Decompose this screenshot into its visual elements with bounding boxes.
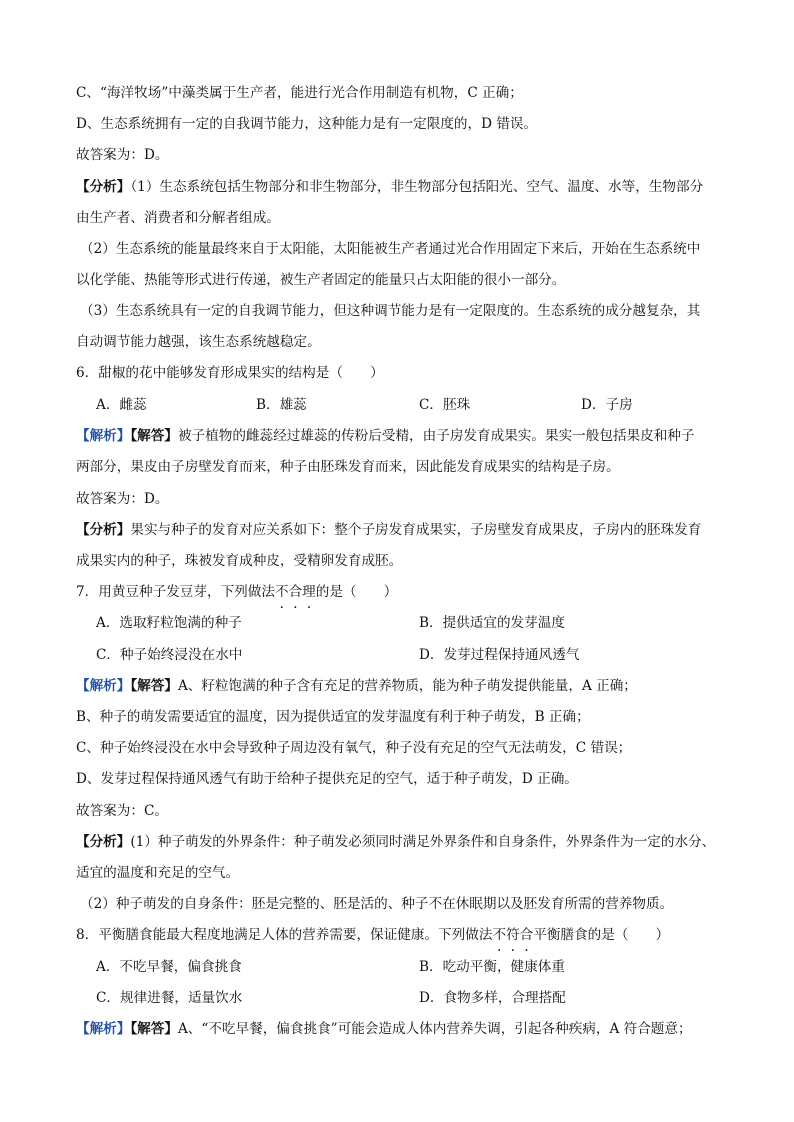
emphasis-char: 不: [274, 584, 289, 600]
q8-option-d: D．食物多样，合理搭配: [419, 990, 566, 1006]
question-7: [76, 582, 397, 602]
answer-line: 故答案为：D。: [76, 147, 169, 163]
q7-option-a: A．选取籽粒饱满的种子: [96, 615, 242, 631]
q7-option-d: D．发芽过程保持通风透气: [419, 647, 580, 663]
analysis-tag: 【分析】: [76, 179, 131, 195]
solution-line: [76, 1019, 692, 1039]
emphasis-char: 不: [492, 927, 507, 943]
emphasis-char: 合: [519, 927, 534, 943]
solution-text: A、“不吃早餐，偏食挑食”可能会造成人体内营养失调，引起各种疾病，A 符合题意；: [177, 1021, 692, 1037]
text-line: C、种子始终浸没在水中会导致种子周边没有氧气，种子没有充足的空气无法萌发，C 错误；: [76, 740, 632, 756]
q7-option-c: C．种子始终浸没在水中: [96, 647, 243, 663]
text-line: 以化学能、热能等形式进行传递，被生产者固定的能量只占太阳能的很小一部分。: [76, 272, 566, 288]
answer-line: 故答案为：D。: [76, 491, 169, 507]
analysis-line: [76, 832, 715, 852]
q8-text-end: 平衡膳食的是（ ）: [533, 927, 670, 943]
jiexi-tag: 【解析】: [76, 678, 131, 694]
text-line: D、生态系统拥有一定的自我调节能力，这种能力是有一定限度的，D 错误。: [76, 116, 538, 132]
text-line: 自动调节能力越强，该生态系统越稳定。: [76, 334, 321, 350]
text-line: B、种子的萌发需要适宜的温度，因为提供适宜的发芽温度有利于种子萌发，B 正确；: [76, 709, 590, 725]
text-line: 成果实内的种子，珠被发育成种皮，受精卵发育成胚。: [76, 553, 403, 569]
text-line: （2）生态系统的能量最终来自于太阳能，太阳能被生产者通过光合作用固定下来后，开始在生态系统中: [80, 241, 701, 257]
q6-option-c: C．胚珠: [419, 397, 471, 413]
q8-option-b: B．吃动平衡，健康体重: [419, 959, 565, 975]
emphasis-char: 理: [302, 584, 316, 600]
analysis-tag: 【分析】: [76, 834, 131, 850]
question-6: 6．甜椒的花中能够发育形成果实的结构是（ ）: [76, 365, 384, 381]
solution-text: 被子植物的雌蕊经过雄蕊的传粉后受精，由子房发育成果实。果实一般包括果皮和种子: [177, 428, 695, 444]
jiexi-tag: 【解析】: [76, 1021, 131, 1037]
solution-line: [76, 676, 637, 696]
emphasis-char: 合: [288, 584, 303, 600]
analysis-tag: 【分析】: [76, 522, 131, 538]
q8-option-c: C．规律进餐，适量饮水: [96, 990, 243, 1006]
analysis-text: (1）种子萌发的外界条件：种子萌发必须同时满足外界条件和自身条件，外界条件为一定的水分、: [130, 834, 716, 850]
text-line: 由生产者、消费者和分解者组成。: [76, 210, 280, 226]
q7-text-end: 的是（ ）: [315, 584, 398, 600]
text-line: （3）生态系统具有一定的自我调节能力，但这种调节能力是有一定限度的。生态系统的成分越复杂，其: [80, 303, 701, 319]
text-line: 两部分，果皮由子房壁发育而来，种子由胚珠发育而来，因此能发育成果实的结构是子房。: [76, 459, 620, 475]
analysis-text: （1）生态系统包括生物部分和非生物部分，非生物部分包括阳光、空气、温度、水等，生物部分: [130, 179, 704, 195]
jieda-tag: 【解答】: [130, 428, 178, 444]
jieda-tag: 【解答】: [130, 1021, 178, 1037]
q6-option-d: D．子房: [581, 397, 633, 413]
solution-text: A、籽粒饱满的种子含有充足的营养物质，能为种子萌发提供能量，A 正确；: [177, 678, 637, 694]
emphasis-char: 符: [506, 927, 520, 943]
question-8: [76, 925, 669, 945]
analysis-line: [76, 177, 703, 197]
q6-option-b: B．雄蕊: [256, 397, 307, 413]
analysis-line: [76, 520, 701, 540]
q6-option-a: A．雌蕊: [96, 397, 147, 413]
analysis-text: 果实与种子的发育对应关系如下：整个子房发育成果实，子房壁发育成果皮，子房内的胚珠发育: [130, 522, 702, 538]
text-line: （2）种子萌发的自身条件：胚是完整的、胚是活的、种子不在休眠期以及胚发育所需的营养物质。: [80, 896, 674, 912]
q7-option-b: B．提供适宜的发芽温度: [419, 615, 565, 631]
q7-text: 7．用黄豆种子发豆芽，下列做法: [76, 584, 275, 600]
solution-line: [76, 426, 695, 446]
q8-text: 8．平衡膳食能最大程度地满足人体的营养需要，保证健康。下列做法: [76, 927, 493, 943]
text-line: 适宜的温度和充足的空气。: [76, 865, 240, 881]
answer-line: 故答案为：C。: [76, 803, 168, 819]
text-line: C、“海洋牧场”中藻类属于生产者，能进行光合作用制造有机物，C 正确；: [76, 85, 523, 101]
q8-option-a: A．不吃早餐，偏食挑食: [96, 959, 242, 975]
jieda-tag: 【解答】: [130, 678, 178, 694]
text-line: D、发芽过程保持通风透气有助于给种子提供充足的空气，适于种子萌发，D 正确。: [76, 771, 578, 787]
jiexi-tag: 【解析】: [76, 428, 131, 444]
